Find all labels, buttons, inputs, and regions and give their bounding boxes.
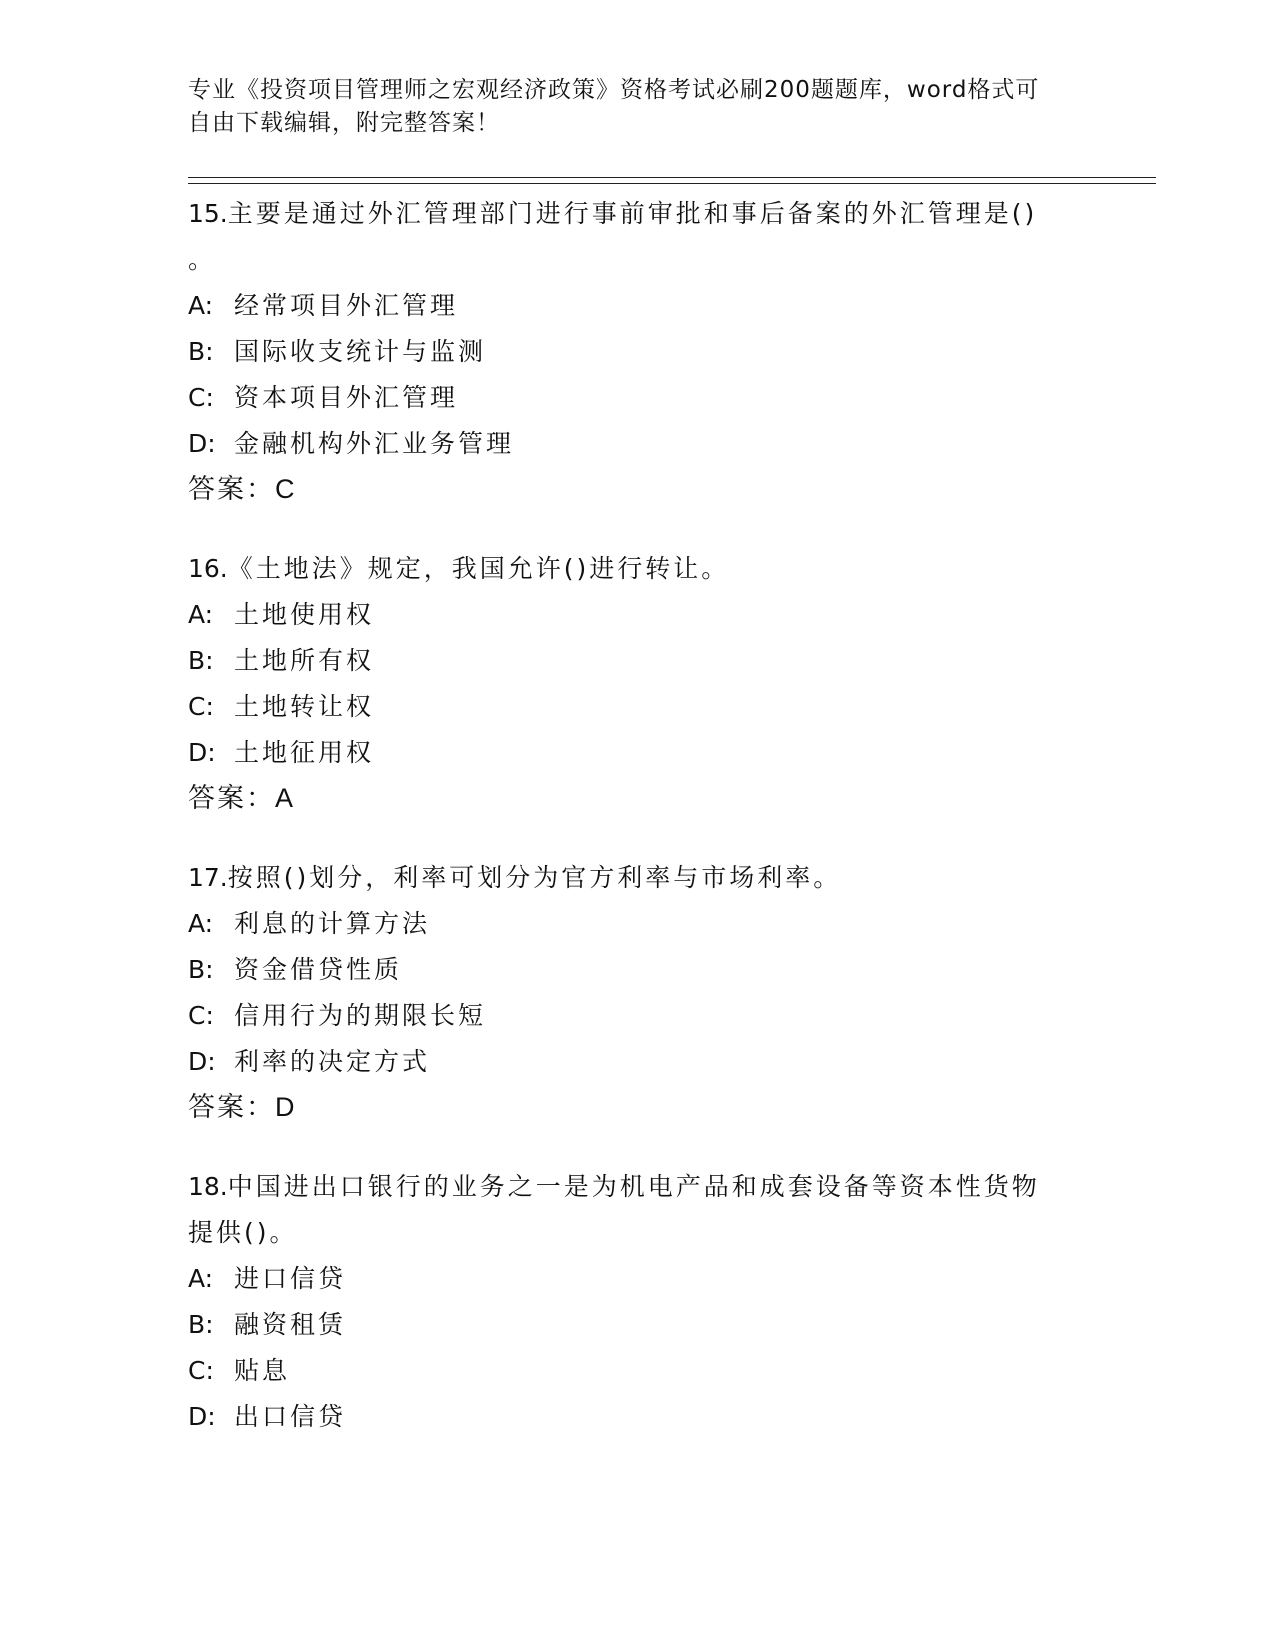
option-text: 土地征用权 xyxy=(234,738,375,767)
option-key: A: xyxy=(188,600,214,629)
option-d xyxy=(188,421,1088,467)
question-text-line-1: 《土地法》规定，我国允许()进行转让。 xyxy=(227,554,730,583)
option-d xyxy=(188,1394,1088,1440)
answer-label: 答案： xyxy=(188,474,275,504)
question-15 xyxy=(188,191,1088,511)
option-key: C: xyxy=(188,692,214,721)
document-header xyxy=(188,74,1068,140)
option-text: 利率的决定方式 xyxy=(234,1047,431,1076)
option-text: 贴息 xyxy=(234,1356,291,1385)
question-number: 16. xyxy=(188,554,228,583)
option-d xyxy=(188,1039,1088,1085)
option-text: 金融机构外汇业务管理 xyxy=(234,429,515,458)
option-c xyxy=(188,375,1088,421)
question-number: 18. xyxy=(188,1172,228,1201)
option-c xyxy=(188,1348,1088,1394)
answer-label: 答案： xyxy=(188,783,275,813)
option-b xyxy=(188,1302,1088,1348)
answer-line xyxy=(188,776,1088,820)
option-key: B: xyxy=(188,955,214,984)
question-text-line-2: 。 xyxy=(188,245,217,274)
option-key: B: xyxy=(188,1310,214,1339)
option-b xyxy=(188,329,1088,375)
option-a xyxy=(188,901,1088,947)
question-16 xyxy=(188,546,1088,820)
option-a xyxy=(188,1256,1088,1302)
option-text: 利息的计算方法 xyxy=(234,909,431,938)
question-stem xyxy=(188,546,1088,592)
option-text: 土地转让权 xyxy=(234,692,375,721)
question-18 xyxy=(188,1164,1088,1440)
option-key: D: xyxy=(188,738,216,767)
question-text-line-1: 按照()划分，利率可划分为官方利率与市场利率。 xyxy=(227,863,842,892)
option-key: A: xyxy=(188,1264,214,1293)
option-key: B: xyxy=(188,337,214,366)
option-text: 进口信贷 xyxy=(234,1264,347,1293)
option-text: 经常项目外汇管理 xyxy=(234,291,459,320)
answer-label: 答案： xyxy=(188,1092,275,1122)
option-c xyxy=(188,684,1088,730)
option-key: D: xyxy=(188,1047,216,1076)
option-key: A: xyxy=(188,291,214,320)
question-stem xyxy=(188,855,1088,901)
option-text: 资本项目外汇管理 xyxy=(234,383,459,412)
question-text-line-2: 提供()。 xyxy=(188,1218,298,1247)
question-number: 15. xyxy=(188,199,228,228)
option-text: 融资租赁 xyxy=(234,1310,347,1339)
option-c xyxy=(188,993,1088,1039)
option-a xyxy=(188,283,1088,329)
option-text: 土地所有权 xyxy=(234,646,375,675)
question-list xyxy=(188,191,1088,1475)
option-key: A: xyxy=(188,909,214,938)
option-text: 资金借贷性质 xyxy=(234,955,403,984)
option-text: 信用行为的期限长短 xyxy=(234,1001,487,1030)
option-text: 国际收支统计与监测 xyxy=(234,337,487,366)
option-b xyxy=(188,947,1088,993)
option-key: D: xyxy=(188,1402,216,1431)
answer-value: C xyxy=(275,474,295,504)
header-divider-top xyxy=(188,177,1156,178)
option-key: D: xyxy=(188,429,216,458)
header-divider-bottom xyxy=(188,183,1156,184)
option-a xyxy=(188,592,1088,638)
option-key: B: xyxy=(188,646,214,675)
option-key: C: xyxy=(188,383,214,412)
option-text: 土地使用权 xyxy=(234,600,375,629)
question-text-line-1: 主要是通过外汇管理部门进行事前审批和事后备案的外汇管理是() xyxy=(227,199,1038,228)
header-line-1: 专业《投资项目管理师之宏观经济政策》资格考试必刷200题题库，word格式可 xyxy=(188,77,1040,103)
option-key: C: xyxy=(188,1356,214,1385)
question-17 xyxy=(188,855,1088,1129)
question-stem xyxy=(188,1164,1088,1210)
option-d xyxy=(188,730,1088,776)
answer-value: A xyxy=(275,783,294,813)
answer-value: D xyxy=(275,1092,295,1122)
question-number: 17. xyxy=(188,863,228,892)
option-text: 出口信贷 xyxy=(234,1402,347,1431)
question-stem xyxy=(188,191,1088,237)
header-line-2: 自由下载编辑，附完整答案！ xyxy=(188,110,500,136)
option-key: C: xyxy=(188,1001,214,1030)
option-b xyxy=(188,638,1088,684)
answer-line xyxy=(188,1085,1088,1129)
answer-line xyxy=(188,467,1088,511)
question-text-line-1: 中国进出口银行的业务之一是为机电产品和成套设备等资本性货物 xyxy=(227,1172,1040,1201)
